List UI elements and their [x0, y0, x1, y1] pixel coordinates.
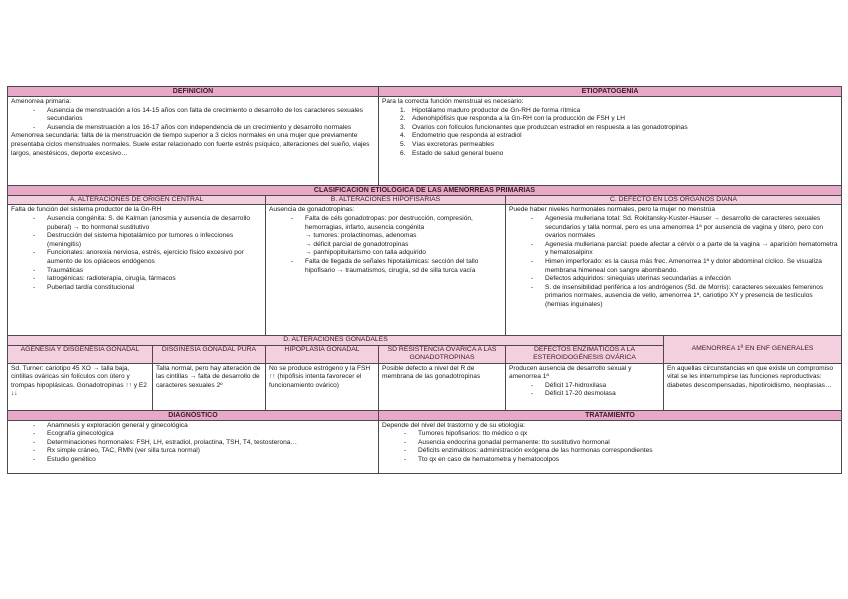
etiopatogenia-header: ETIOPATOGENIA	[379, 87, 842, 97]
d-col3-header: HIPOPLASIA GONADAL	[266, 345, 379, 363]
list-item: - Falta de llegada de señales hipotalámicas: sección del tallo hipofisario → traumatismos, cirugía, sd de silla turca vacía	[269, 258, 502, 275]
clasificacion-header: CLASIFICACIÓN ETIOLÓGICA DE LAS AMENORREAS PRIMARIAS	[8, 186, 842, 196]
b-list	[269, 215, 502, 275]
list-item: - Tumores hipofisarios: tto médico o qx	[382, 430, 838, 439]
d-col1-header: AGENESIA Y DISGENESIA GONADAL	[8, 345, 153, 363]
d-col5-text: Producen ausencia de desarrollo sexual y amenorrea 1ª	[509, 364, 632, 381]
list-item: 3. Ovarios con folículos funcionantes que produzcan estradiol en respuesta a las gonadotropinas	[400, 123, 688, 131]
d-col4-header: SD RESISTENCIA OVÁRICA A LAS GONADOTROPINAS	[379, 345, 506, 363]
list-item: - Pubertad tardía constitucional	[11, 284, 262, 293]
list-item: - Rx simple cráneo, TAC, RMN (ver silla turca normal)	[11, 447, 375, 456]
secundaria-text: Amenorrea secundaria: falta de la menstruación de tiempo superior a 3 ciclos normales en una mujer que previamente presentaba ciclos menstruales normales. Suele estar relacionado con fuerte estrés psíquico, alteraciones del sueño, viajes largos, anestésicos, deporte excesivo…	[11, 132, 370, 157]
c-cell	[506, 205, 842, 336]
etiopatogenia-intro: Para la correcta función menstrual es necesario:	[382, 98, 524, 105]
list-subitem: → panhipopituitarismo con talla adquirido	[305, 249, 426, 257]
d-col1-cell: Sd. Turner: cariotipo 45 XO → talla baja, cintillas ováricas sin folículos con útero y trompas hipoplásicas. Gonadotropinas ↑↑ y E2 ↓↓	[8, 363, 153, 410]
list-item: - S. de insensibilidad periférica a los andrógenos (Sd. de Morris): caracteres sexuales femeninos primarios normales, ausencia de vello, amenorrea 1ª, cariotipo XY y presencia de testículos (hernias inguinales)	[509, 284, 838, 310]
d-col3-cell: No se produce estrógeno y la FSH ↑↑ (hipófisis intenta favorecer el funcionamiento ovárico)	[266, 363, 379, 410]
d-col5-header: DEFECTOS ENZIMÁTICOS A LA ESTEROIDOGÉNESIS OVÁRICA	[506, 345, 664, 363]
list-item: - Ausencia congénita: S. de Kalman (anosmia y ausencia de desarrollo puberal) → tto hormonal sustitutivo	[11, 215, 262, 232]
diagnostico-list	[11, 422, 375, 465]
primaria-list	[11, 107, 375, 133]
primaria-title: Amenorrea primaria:	[11, 98, 72, 105]
list-item: - Ausencia de menstruación a los 14-15 años con falta de crecimiento o desarrollo de los caracteres sexuales secundarios	[11, 107, 375, 124]
a-list	[11, 215, 262, 292]
list-item: 6. Estado de salud general bueno	[400, 149, 504, 157]
list-item: - Funcionales: anorexia nerviosa, estrés, ejercicio físico excesivo por aumento de los opiáceos endógenos	[11, 249, 262, 266]
enf-cell: En aquellas circunstancias en que existe un compromiso vital se les interrumpirse las funciones reproductivas: diabetes descompensadas, hipotiroidismo, neoplasias…	[664, 363, 842, 410]
c-list	[509, 215, 838, 310]
d-col5-cell	[506, 363, 664, 410]
tratamiento-header: TRATAMIENTO	[379, 410, 842, 420]
list-item: - Determinaciones hormonales: FSH, LH, estradiol, prolactina, TSH, T4, testosterona…	[11, 439, 375, 448]
list-item: - Ausencia de menstruación a los 16-17 años con independencia de un crecimiento y desarrollo normales	[11, 124, 375, 133]
definicion-cell	[8, 97, 379, 186]
list-item: - Falta de céls gonadotropas: por destrucción, compresión, hemorragias, infarto, ausencia congénita	[269, 215, 502, 232]
list-subitem: → tumores: prolactinomas, adenomas	[305, 232, 417, 240]
tratamiento-intro: Depende del nivel del trastorno y de su etiología:	[382, 421, 525, 429]
definicion-header: DEFINICIÓN	[8, 87, 379, 97]
summary-table	[7, 86, 842, 474]
d-col2-header: DISGINESIA GONADAL PURA	[153, 345, 266, 363]
tratamiento-list	[382, 430, 838, 464]
enf-header: AMENORREA 1ª EN ENF GENERALES	[664, 336, 842, 363]
list-item: 4. Endometrio que responda al estradiol	[400, 132, 522, 140]
c-header: C. DEFECTO EN LOS ÓRGANOS DIANA	[506, 196, 842, 205]
list-item: - Tto qx en caso de hematometra y hematocolpos	[382, 456, 838, 465]
d-col2-cell: Talla normal, pero hay alteración de las cintillas → falta de desarrollo de caracteres sexuales 2º	[153, 363, 266, 410]
list-item: 5. Vías excretoras permeables	[400, 140, 495, 148]
diagnostico-cell	[8, 420, 379, 473]
d-header: D. ALTERACIONES GONADALES	[8, 336, 664, 345]
list-item: 2. Adenohipófisis que responda a la Gn-RH con la producción de FSH y LH	[400, 115, 625, 123]
list-item: - Déficit 17-hidroxilasa	[509, 382, 660, 391]
b-intro: Ausencia de gonadotropinas:	[269, 206, 355, 214]
list-item: - Ecografía ginecológica	[11, 430, 375, 439]
list-item: - Agenesia mulleriana parcial: puede afectar a cérvix o a parte de la vagina → aparición hematometra y hematosalpinx	[509, 241, 838, 258]
etiopatogenia-cell	[379, 97, 842, 186]
list-item: - Himen imperforado: es la causa más frec. Amenorrea 1ª y dolor abdominal cíclico. Se visualiza membrana himeneal con sangre abombando.	[509, 258, 838, 275]
summary-sheet	[7, 86, 841, 474]
list-item: - Estudio genético	[11, 456, 375, 465]
a-intro: Falta de función del sistema productor de la Gn-RH	[11, 206, 162, 214]
diagnostico-header: DIAGNÓSTICO	[8, 410, 379, 420]
d-col4-cell: Posible defecto a nivel del R de membrana de las gonadotropinas	[379, 363, 506, 410]
tratamiento-cell	[379, 420, 842, 473]
list-item: - Agenesia mulleriana total: Sd. Rokitansky-Kuster-Hauser → desarrollo de caracteres sexuales secundarios y talla normal, pero es una amenorrea 1ª por ausencia de vagina y útero, pero con ovarios normales	[509, 215, 838, 241]
list-item: - Ausencia endocrina gonadal permanente: tto sustitutivo hormonal	[382, 439, 838, 448]
d-col5-list	[509, 382, 660, 399]
list-item: - Déficits enzimáticos: administración exógena de las hormonas correspondientes	[382, 447, 838, 456]
list-item: - Traumáticas	[11, 267, 262, 276]
list-item: - Iatrogénicas: radioterapia, cirugía, fármacos	[11, 275, 262, 284]
list-item: - Defectos adquiridos: sinequias uterinas secundarias a infección	[509, 275, 838, 284]
list-item: - Destrucción del sistema hipotalámico por tumores o infecciones (meningitis)	[11, 232, 262, 249]
list-item: - Anamnesis y exploración general y ginecológica	[11, 422, 375, 431]
b-cell	[266, 205, 506, 336]
a-cell	[8, 205, 266, 336]
list-subitem: → déficit parcial de gonadotropinas	[305, 240, 409, 248]
etiopatogenia-list	[382, 107, 838, 159]
b-header: B. ALTERACIONES HIPOFISARIAS	[266, 196, 506, 205]
list-item: 1. Hipotálamo maduro productor de Gn-RH de forma rítmica	[400, 106, 581, 114]
a-header: A. ALTERACIONES DE ORIGEN CENTRAL	[8, 196, 266, 205]
list-item: - Déficit 17-20 desmolasa	[509, 390, 660, 399]
c-intro: Puede haber niveles hormonales normales, pero la mujer no menstrúa	[509, 206, 715, 214]
